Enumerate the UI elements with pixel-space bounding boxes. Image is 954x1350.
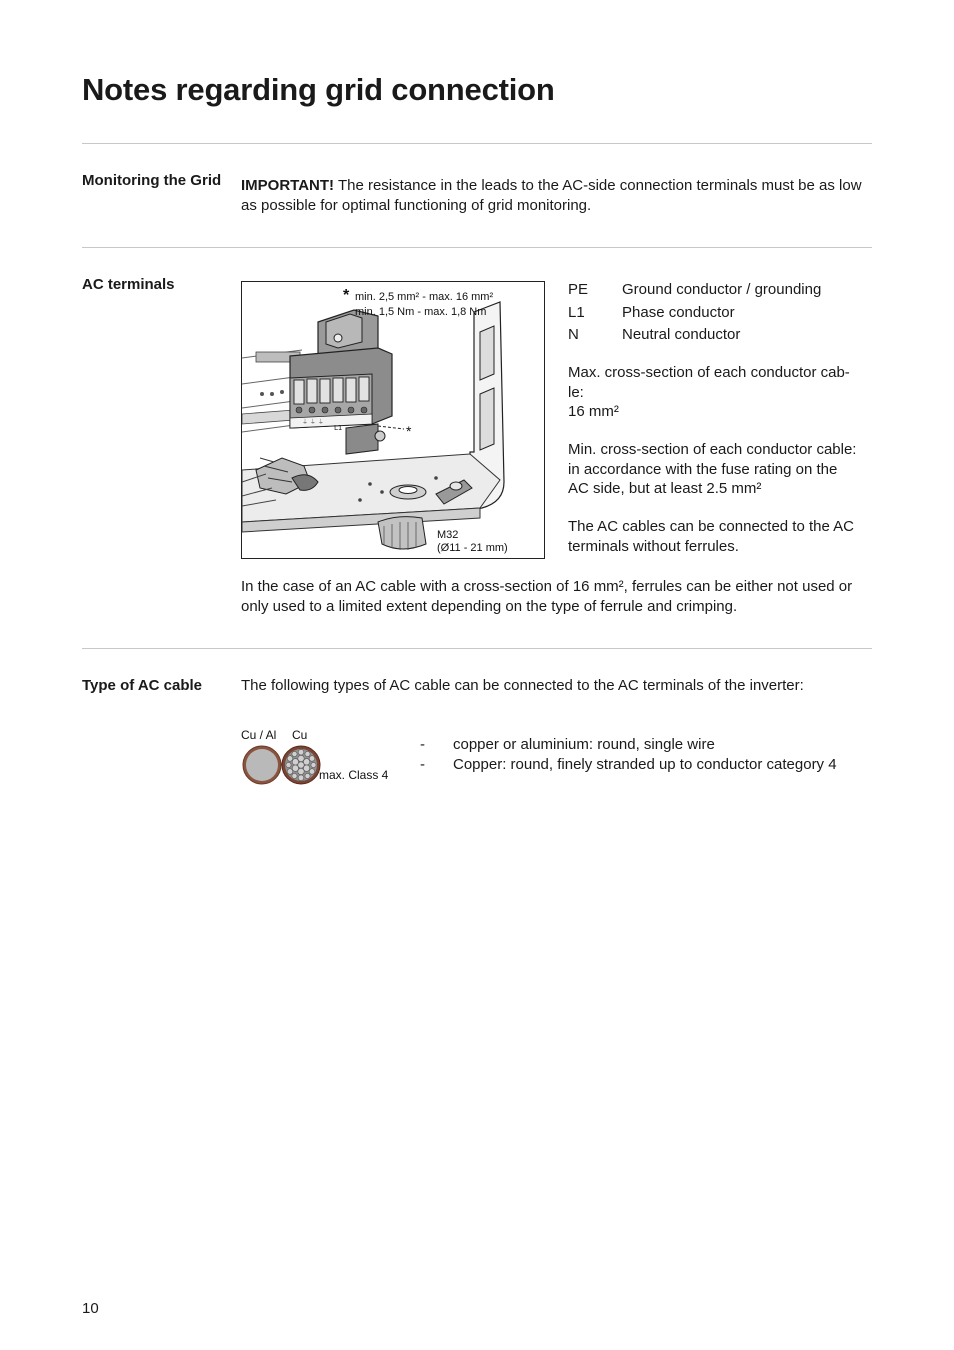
cable-cross-section-icons [241, 744, 325, 786]
min-cross-section-text [568, 440, 878, 499]
max-cross-section-line: Max. cross-section of each conductor cab- [568, 364, 850, 381]
spec-star: * [343, 287, 350, 304]
legend-row-n [568, 325, 821, 348]
max-cross-section-line: le: [568, 383, 584, 401]
monitoring-text [241, 176, 873, 215]
min-cross-section-line: AC side, but at least 2.5 mm² [568, 480, 762, 497]
legend-row-l1 [568, 303, 821, 326]
list-dash: - [420, 736, 425, 753]
label-cu-al: Cu / Al [241, 728, 277, 742]
list-item [420, 735, 837, 755]
ferrules-line: The AC cables can be connected to the AC [568, 518, 855, 535]
section-label-cable-type: Type of AC cable [82, 677, 203, 694]
section-label-monitoring: Monitoring the Grid [82, 172, 222, 189]
ferrule-note: In the case of an AC cable with a cross-section of 16 mm², ferrules can be either not used or only used to a limited extent depending on the type of ferrule and crimping. [241, 578, 853, 615]
max-cross-section-value: 16 mm² [568, 403, 619, 420]
terminal-l1-label: L1 [334, 424, 343, 432]
list-item-text: copper or aluminium: round, single wire [453, 736, 715, 753]
label-max-class: max. Class 4 [319, 768, 389, 782]
ferrules-text [568, 517, 878, 556]
min-cross-section-line: Min. cross-section of each conductor cable: [568, 441, 857, 458]
important-label: IMPORTANT! [241, 177, 335, 194]
label-cu: Cu [292, 728, 308, 742]
gland-range: (Ø11 - 21 mm) [437, 542, 508, 554]
ac-terminal-illustration [242, 282, 544, 558]
list-item-text: Copper: round, finely stranded up to conductor category 4 [453, 756, 837, 773]
cable-type-list [420, 735, 837, 775]
legend-desc: Neutral conductor [622, 326, 741, 343]
section-divider [82, 247, 872, 248]
min-cross-section-line: in accordance with the fuse rating on the [568, 460, 838, 478]
section-label-ac-terminals: AC terminals [82, 276, 175, 293]
legend-abbr: N [568, 326, 579, 343]
legend-abbr: L1 [568, 303, 585, 321]
conductor-legend [568, 280, 821, 348]
gland-label: M32 [437, 529, 459, 541]
list-item [420, 755, 837, 775]
ac-terminal-figure [241, 281, 545, 559]
legend-desc: Phase conductor [622, 303, 735, 321]
section-divider [82, 648, 872, 649]
cable-type-intro: The following types of AC cable can be connected to the AC terminals of the inverter: [241, 677, 804, 694]
spec-torque: min. 1,5 Nm - max. 1,8 Nm [355, 306, 487, 318]
legend-row-pe [568, 280, 821, 303]
svg-text:⏚ ⏚ ⏚: ⏚ ⏚ ⏚ [302, 419, 324, 426]
page-title: Notes regarding grid connection [82, 72, 555, 107]
list-dash: - [420, 756, 425, 773]
ferrules-line: terminals without ferrules. [568, 537, 739, 555]
monitoring-body: The resistance in the leads to the AC-side connection terminals must be as low as possible for optimal functioning of grid monitoring. [241, 177, 862, 214]
legend-desc: Ground conductor / grounding [622, 281, 822, 298]
max-cross-section-text [568, 363, 878, 422]
spec-cross-section: min. 2,5 mm² - max. 16 mm² [355, 291, 494, 303]
cable-type-figure [241, 728, 401, 790]
page-number: 10 [82, 1300, 99, 1317]
legend-abbr: PE [568, 281, 589, 298]
terminal-star: * [406, 423, 412, 439]
section-divider [82, 143, 872, 144]
